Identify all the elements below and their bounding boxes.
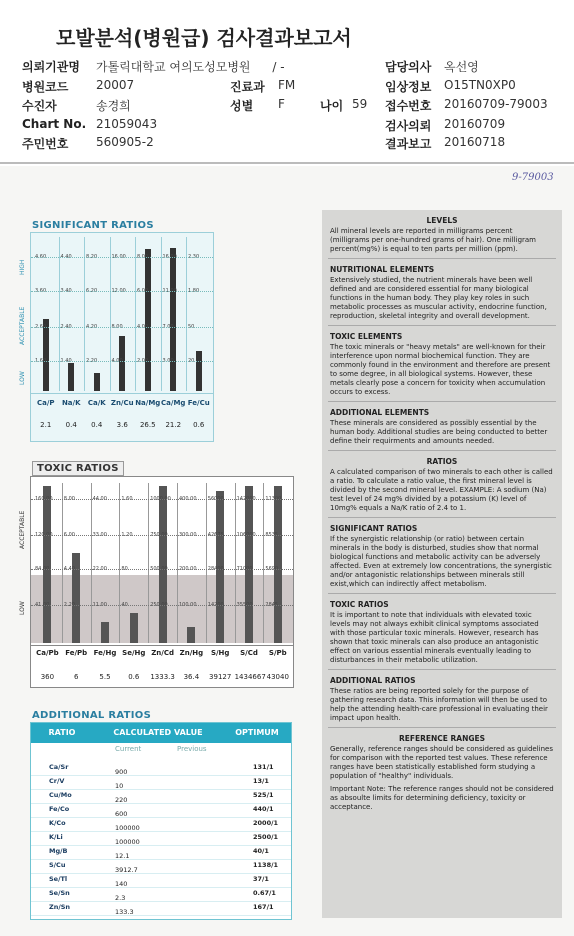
ratio-bar (101, 622, 109, 643)
field-label: 성별 (230, 99, 254, 113)
value-label: 360 (40, 673, 55, 681)
ratio-bar (187, 627, 195, 643)
tick-label: 6.00 (137, 288, 149, 294)
field-value: FM (278, 78, 296, 92)
column-divider (206, 483, 207, 643)
grid-line (31, 257, 213, 258)
tick-label: 8.00 (63, 496, 75, 502)
tick-label: 400.00 (179, 496, 197, 502)
handwritten-number: 9-79003 (512, 172, 554, 183)
tick-label: 500.00 (150, 566, 168, 572)
tick-label: 4.40 (60, 254, 72, 260)
ratio-name: K/Li (49, 833, 63, 841)
tick-label: 8.20 (86, 254, 98, 260)
ratios-text: A calculated comparison of two minerals to each other is called a ratio. To calculate a ratio value, the first mineral level is divided by the second mineral level. EXAMPLE: A sodium (Na) test level of 24 mg% divided by a potassium (K) level of 10mg% equals a Na/K ratio of 2.4 to 1. (330, 468, 553, 512)
ratio-optimum: 0.67/1 (253, 889, 276, 897)
column-divider (186, 237, 187, 391)
tick-label: 1.40 (60, 358, 72, 364)
zone-label-acceptable: ACCEPTABLE (19, 510, 26, 549)
ratio-bar (94, 373, 100, 391)
value-label: 1434667 (234, 673, 266, 681)
col-optimum: OPTIMUM (223, 723, 291, 743)
row-line (31, 775, 291, 776)
ratio-bar (196, 351, 202, 391)
column-divider (119, 483, 120, 643)
tick-label: 8535 (265, 532, 279, 538)
field-value: 가톨릭대학교 여의도성모병원 (96, 60, 251, 74)
ratio-current: 2.3 (115, 894, 126, 902)
category-label: Fe/Cu (187, 399, 210, 407)
ratio-optimum: 2000/1 (253, 819, 278, 827)
ratio-current: 133.3 (115, 908, 134, 916)
ratio-optimum: 37/1 (253, 875, 269, 883)
ratio-bar (43, 486, 51, 643)
tick-label: 35500 (236, 602, 253, 608)
tick-label: 84.00 (35, 566, 50, 572)
add-ratios-heading: ADDITIONAL RATIOS (330, 676, 416, 685)
ratio-current: 12.1 (115, 852, 130, 860)
column-divider (235, 483, 236, 643)
ratio-optimum: 131/1 (253, 763, 274, 771)
tick-label: 22.00 (92, 566, 107, 572)
value-label: 6 (73, 673, 79, 681)
zone-label-low: LOW (19, 601, 26, 615)
tick-label: 1.80 (188, 288, 200, 294)
field-label: 담당의사 (385, 60, 432, 74)
toxic-ratios-heading: TOXIC RATIOS (330, 600, 389, 609)
ratio-current: 900 (115, 768, 128, 776)
tick-label: 44.00 (92, 496, 107, 502)
field-value: 59 (352, 97, 368, 111)
ratio-bar (245, 486, 253, 643)
column-divider (263, 483, 264, 643)
tick-label: 8.00 (137, 254, 149, 260)
field-label: 주민번호 (22, 137, 69, 151)
ratio-optimum: 2500/1 (253, 833, 278, 841)
sig-ratios-text: If the synergistic relationship (or ratio) between certain minerals in the body is disturbed, studies show that normal biological functions and metabolic activity can be adversely affected. Even at extremely low concentrations, the synergistic and/or antagonistic relationships between minerals still exist,which can indirectly affect metabolism. (330, 535, 552, 588)
category-label: Na/Mg (135, 399, 161, 407)
additional-ratios-table (30, 722, 292, 920)
field-label: Chart No. (22, 117, 87, 131)
tick-label: 16.00 (111, 254, 126, 260)
additional-heading: ADDITIONAL ELEMENTS (330, 408, 430, 417)
tick-label: 11.00 (162, 288, 177, 294)
divider (328, 593, 556, 594)
sub-current: Current (115, 745, 142, 753)
category-label: Ca/K (87, 399, 106, 407)
tick-label: 200.00 (179, 566, 197, 572)
ratio-optimum: 525/1 (253, 791, 274, 799)
field-label: 수진자 (22, 99, 57, 113)
value-label: 26.5 (139, 421, 156, 429)
field-value: 송경희 (96, 99, 131, 113)
field-value-institution (96, 58, 285, 75)
tick-label: 1.60 (35, 358, 47, 364)
ratio-bar (130, 613, 138, 643)
tick-label: 40 (121, 602, 128, 608)
field-label: 접수번호 (385, 99, 432, 113)
ratio-current: 100000 (115, 838, 140, 846)
row-line (31, 873, 291, 874)
toxic-ratios-chart (19, 476, 294, 688)
grid-line (31, 569, 293, 570)
tick-label: 71000 (236, 566, 253, 572)
category-label: Ca/Mg (161, 399, 186, 407)
tick-label: 11300 (265, 496, 282, 502)
ratio-optimum: 1138/1 (253, 861, 278, 869)
ratio-bar (68, 363, 74, 391)
ratio-current: 10 (115, 782, 124, 790)
value-label: 21.2 (165, 421, 182, 429)
tick-label: 11.00 (92, 602, 107, 608)
field-label: 결과보고 (385, 137, 432, 151)
toxic-ratios-title: TOXIC RATIOS (32, 461, 124, 476)
field-value: O15TN0XP0 (444, 78, 516, 92)
row-line (31, 817, 291, 818)
field-value: 옥선영 (444, 60, 479, 74)
grid-line (31, 535, 293, 536)
tick-label: 1.60 (121, 496, 133, 502)
ratio-name: Se/Sn (49, 889, 70, 897)
row-line (31, 789, 291, 790)
category-label: S/Pb (268, 649, 287, 657)
column-divider (148, 483, 149, 643)
toxic-heading: TOXIC ELEMENTS (330, 332, 403, 341)
ratio-optimum: 13/1 (253, 777, 269, 785)
tick-label: 41.00 (35, 602, 50, 608)
col-ratio: RATIO (31, 723, 93, 743)
value-label: 0.6 (193, 421, 205, 429)
ratio-name: K/Co (49, 819, 66, 827)
page-title: 모발분석(병원급) 검사결과보고서 (56, 26, 352, 50)
tick-label: 120.00 (35, 532, 53, 538)
zone-label-acceptable: ACCEPTABLE (19, 306, 26, 345)
tick-label: 4.60 (35, 254, 47, 260)
category-label: Zn/Cd (151, 649, 174, 657)
sub-previous: Previous (177, 745, 207, 753)
field-label: 진료과 (230, 80, 265, 94)
tick-label: 300.00 (179, 532, 197, 538)
value-label: 5.5 (99, 673, 111, 681)
field-value: 21059043 (96, 117, 158, 131)
row-line (31, 887, 291, 888)
row-line (31, 831, 291, 832)
tick-label: 2845 (265, 602, 279, 608)
tick-label: 142000 (236, 496, 256, 502)
field-value: 20160718 (444, 135, 506, 149)
ratio-name: Fe/Co (49, 805, 70, 813)
value-label: 2.1 (40, 421, 52, 429)
ratio-current: 600 (115, 810, 128, 818)
row-line (31, 845, 291, 846)
row-line (31, 803, 291, 804)
field-extra: / - (272, 60, 285, 74)
divider (328, 401, 556, 402)
levels-text: All mineral levels are reported in milligrams percent (milligrams per one-hundred grams of hair). One milligram percent(mg%) is equal to ten parts per million (ppm). (330, 227, 536, 253)
tick-label: 2.40 (60, 324, 72, 330)
tick-label: 6.20 (86, 288, 98, 294)
tick-label: 106000 (236, 532, 256, 538)
tick-label: 750.00 (150, 532, 168, 538)
field-label: 검사의뢰 (385, 119, 432, 133)
field-label: 임상정보 (385, 80, 432, 94)
divider (328, 517, 556, 518)
ratio-name: Mg/B (49, 847, 68, 855)
grid-line (31, 605, 293, 606)
toxic-text: The toxic minerals or "heavy metals" are well-known for their interference upon normal biochemical function. They are commonly found in the environment and therefore are present to some degree, in all biological systems. However, these metals clearly pose a concern for toxicity when accumulation occurs to excess. (330, 343, 551, 396)
axis-divider (31, 393, 213, 394)
tick-label: 33.00 (92, 532, 107, 538)
column-divider (62, 483, 63, 643)
tick-label: 7.00 (162, 324, 174, 330)
tick-label: 5690 (265, 566, 279, 572)
row-line (31, 859, 291, 860)
tick-label: 56000 (207, 496, 224, 502)
ratio-bar (274, 486, 282, 643)
ratio-current: 220 (115, 796, 128, 804)
ratio-optimum: 440/1 (253, 805, 274, 813)
grid-line (31, 291, 213, 292)
tick-label: 1.20 (121, 532, 133, 538)
levels-heading: LEVELS (426, 216, 458, 225)
category-label: S/Hg (210, 649, 230, 657)
grid-line (31, 499, 293, 500)
ratio-optimum: 167/1 (253, 903, 274, 911)
tick-label: 2.30 (188, 254, 200, 260)
grid-line (31, 327, 213, 328)
field-value: 20007 (96, 78, 135, 92)
ratio-name: Cu/Mo (49, 791, 72, 799)
add-ratios-text: These ratios are being reported solely for the purpose of gathering research data. This information will then be used to help the attending health-care professional in evaluating their impact upon health. (330, 687, 548, 722)
ratio-current: 140 (115, 880, 128, 888)
value-label: 1333.3 (150, 673, 175, 681)
ratio-name: Se/Tl (49, 875, 68, 883)
value-label: 36.4 (183, 673, 200, 681)
value-label: 3.6 (116, 421, 128, 429)
value-label: 39127 (209, 673, 232, 681)
header-divider (0, 162, 574, 164)
tick-label: 80 (121, 566, 128, 572)
divider (328, 727, 556, 728)
tick-label: 42675 (207, 532, 224, 538)
field-label: 의뢰기관명 (22, 60, 80, 74)
tick-label: 160.00 (35, 496, 53, 502)
tick-label: 3.60 (35, 288, 47, 294)
reference-heading: REFERENCE RANGES (398, 734, 486, 743)
zone-label-low: LOW (19, 371, 26, 385)
tick-label: 6.00 (63, 532, 75, 538)
column-divider (135, 237, 136, 391)
category-label: Na/K (61, 399, 81, 407)
report-header (0, 0, 574, 165)
sig-ratios-heading: SIGNIFICANT RATIOS (330, 524, 418, 533)
tick-label: 2.20 (63, 602, 75, 608)
column-divider (110, 237, 111, 391)
additional-ratios-title: ADDITIONAL RATIOS (32, 710, 152, 721)
ratios-heading: RATIOS (426, 457, 458, 466)
ratio-name: S/Cu (49, 861, 66, 869)
significant-ratios-chart (19, 232, 214, 442)
field-label: 병원코드 (22, 80, 69, 94)
reference-text: Generally, reference ranges should be considered as guidelines for comparison with the reported test values. These reference ranges have been statistically established form studying a population of "healthy" individuals. (330, 745, 554, 780)
value-label: 43040 (266, 673, 289, 681)
info-column (322, 210, 562, 918)
significant-ratios-title: SIGNIFICANT RATIOS (32, 220, 154, 231)
value-label: 0.4 (91, 421, 103, 429)
tick-label: 4.00 (111, 358, 123, 364)
tick-label: 8.00 (111, 324, 123, 330)
ratio-name: Ca/Sr (49, 763, 69, 771)
divider (328, 258, 556, 259)
axis-divider (31, 645, 293, 646)
value-label: 0.6 (128, 673, 140, 681)
category-label: Ca/P (36, 399, 55, 407)
tick-label: 16.00 (162, 254, 177, 260)
category-label: Ca/Pb (36, 649, 59, 657)
column-divider (91, 483, 92, 643)
zone-label-high: HIGH (19, 259, 26, 275)
field-value: 560905-2 (96, 135, 154, 149)
tick-label: 14200 (207, 602, 224, 608)
category-label: Se/Hg (122, 649, 146, 657)
tick-label: 3.00 (162, 358, 174, 364)
tick-label: 20 (188, 358, 195, 364)
ratio-bar (145, 249, 151, 391)
row-line (31, 915, 291, 916)
ratio-current: 100000 (115, 824, 140, 832)
field-value: 20160709 (444, 117, 506, 131)
ratio-bar (159, 486, 167, 643)
important-note: Important Note: The reference ranges should not be considered as absoulte limits for determining deficiency, toxicity or acceptance. (330, 785, 554, 811)
row-line (31, 901, 291, 902)
category-label: Fe/Hg (93, 649, 117, 657)
tick-label: 28400 (207, 566, 224, 572)
column-divider (161, 237, 162, 391)
field-institution (22, 58, 80, 75)
divider (328, 669, 556, 670)
tick-label: 100.00 (179, 602, 197, 608)
nutritional-heading: NUTRITIONAL ELEMENTS (330, 265, 435, 274)
ratio-current: 3912.7 (115, 866, 138, 874)
column-divider (177, 483, 178, 643)
value-label: 0.4 (65, 421, 77, 429)
ratio-bar (170, 248, 176, 391)
col-calculated: CALCULATED VALUE (93, 723, 223, 743)
divider (328, 450, 556, 451)
category-label: Zn/Cu (110, 399, 134, 407)
category-label: Fe/Pb (65, 649, 88, 657)
field-value: F (278, 97, 285, 111)
column-divider (59, 237, 60, 391)
tick-label: 2.00 (137, 358, 149, 364)
nutritional-text: Extensively studied, the nutrient minerals have been well defined and are considered essential for many biological functions in the human body. They play key roles in such metabolic processes as muscular activity, endocrine function, reproduction, skeletal integrity and overall development. (330, 276, 547, 320)
divider (328, 325, 556, 326)
category-label: Zn/Hg (179, 649, 204, 657)
tick-label: 12.00 (111, 288, 126, 294)
tick-label: 4.20 (86, 324, 98, 330)
ratio-name: Zn/Sn (49, 903, 71, 911)
tick-label: 250.00 (150, 602, 168, 608)
toxic-ratios-text: It is important to note that individuals with elevated toxic levels may not always exhibit clinical symptoms associated with those particular toxic minerals. However, research has shown that toxic minerals can also produce an antagonistic effect on various essential minerals eventually leading to disturbances in their metabolic utilization. (330, 611, 539, 664)
category-label: S/Cd (240, 649, 258, 657)
grid-line (31, 361, 213, 362)
tick-label: 4.00 (137, 324, 149, 330)
tick-label: 50 (188, 324, 195, 330)
tick-label: 2.20 (86, 358, 98, 364)
tick-label: 3.40 (60, 288, 72, 294)
additional-text: These minerals are considered as possibly essential by the human body. Additional studies are being conducted to better define their requirments and amounts needed. (330, 419, 548, 445)
column-divider (84, 237, 85, 391)
field-value: 20160709-79003 (444, 97, 548, 111)
tick-label: 4.40 (63, 566, 75, 572)
ratio-name: Cr/V (49, 777, 65, 785)
tick-label: 2.60 (35, 324, 47, 330)
tick-label: 1000.00 (150, 496, 171, 502)
ratio-optimum: 40/1 (253, 847, 269, 855)
field-label: 나이 (320, 99, 344, 113)
